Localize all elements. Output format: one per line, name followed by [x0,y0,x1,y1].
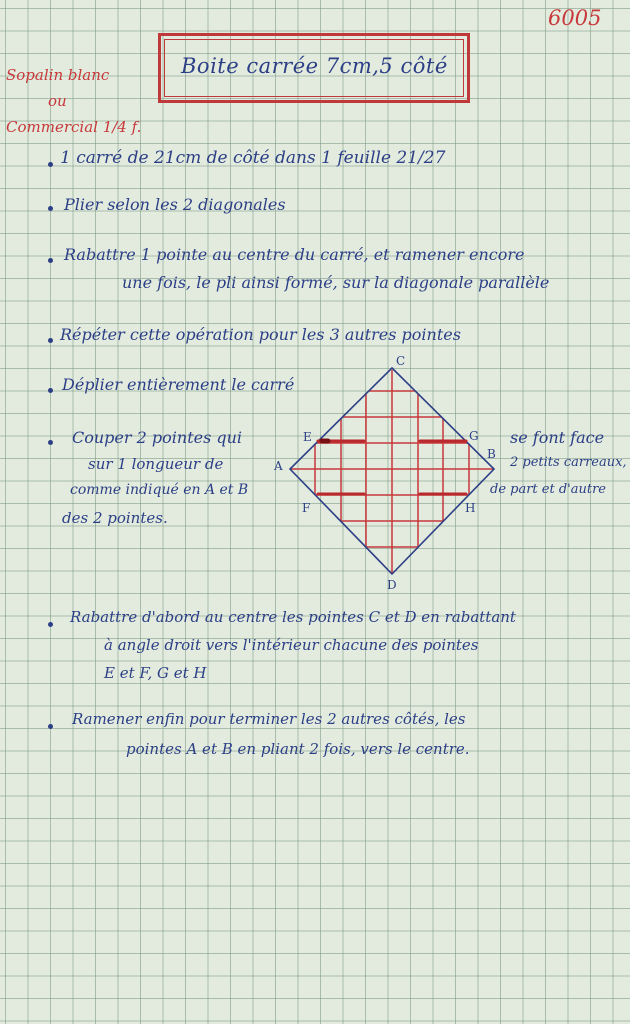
paper-note [6,62,146,140]
step-8a: Ramener enfin pour terminer les 2 autres côtés, les [72,710,466,728]
bullet-2 [48,206,53,211]
step-3a: Rabattre 1 pointe au centre du carré, et ramener encore [64,245,525,264]
step-8b: pointes A et B en pliant 2 fois, vers le centre. [126,740,470,758]
label-e: E [303,430,312,444]
step-6g: des 2 pointes. [62,509,168,527]
step-3b: une fois, le pli ainsi formé, sur la diagonale parallèle [122,273,550,292]
step-1: 1 carré de 21cm de côté dans 1 feuille 21/27 [60,148,446,168]
step-5: Déplier entièrement le carré [62,375,295,394]
bullet-5 [48,388,53,393]
bullet-1 [48,162,53,167]
step-6e: comme indiqué en A et B [70,482,249,498]
paper-note-line-3: Commercial 1/4 f. [6,118,142,136]
label-b: B [487,447,496,461]
label-c: C [396,354,406,368]
label-f: F [302,501,311,515]
bullet-4 [48,338,53,343]
step-7b: à angle droit vers l'intérieur chacune des pointes [104,636,479,654]
title-box [158,33,470,103]
step-6f: de part et d'autre [490,482,606,497]
step-4: Répéter cette opération pour les 3 autres pointes [60,325,461,344]
bullet-6 [48,440,53,445]
cut-marks [318,441,466,494]
step-6b: se font face [510,428,605,447]
label-a: A [274,459,283,473]
label-h: H [465,501,476,515]
diamond-outline [290,368,494,574]
bullet-3 [48,258,53,263]
label-g: G [469,429,479,443]
step-6d: 2 petits carreaux, [510,455,627,470]
paper-note-line-1: Sopalin blanc [6,66,110,84]
step-7a: Rabattre d'abord au centre les pointes C et D en rabattant [70,608,516,626]
bullet-7 [48,622,53,627]
paper-note-line-2: ou [48,92,67,110]
page-number: 6005 [548,6,602,30]
step-7c: E et F, G et H [104,664,207,682]
step-6c: sur 1 longueur de [88,455,224,473]
label-d: D [387,578,397,592]
step-6a: Couper 2 pointes qui [72,428,243,447]
title: Boite carrée 7cm,5 côté [181,54,448,78]
step-2: Plier selon les 2 diagonales [64,195,286,214]
bullet-8 [48,724,53,729]
